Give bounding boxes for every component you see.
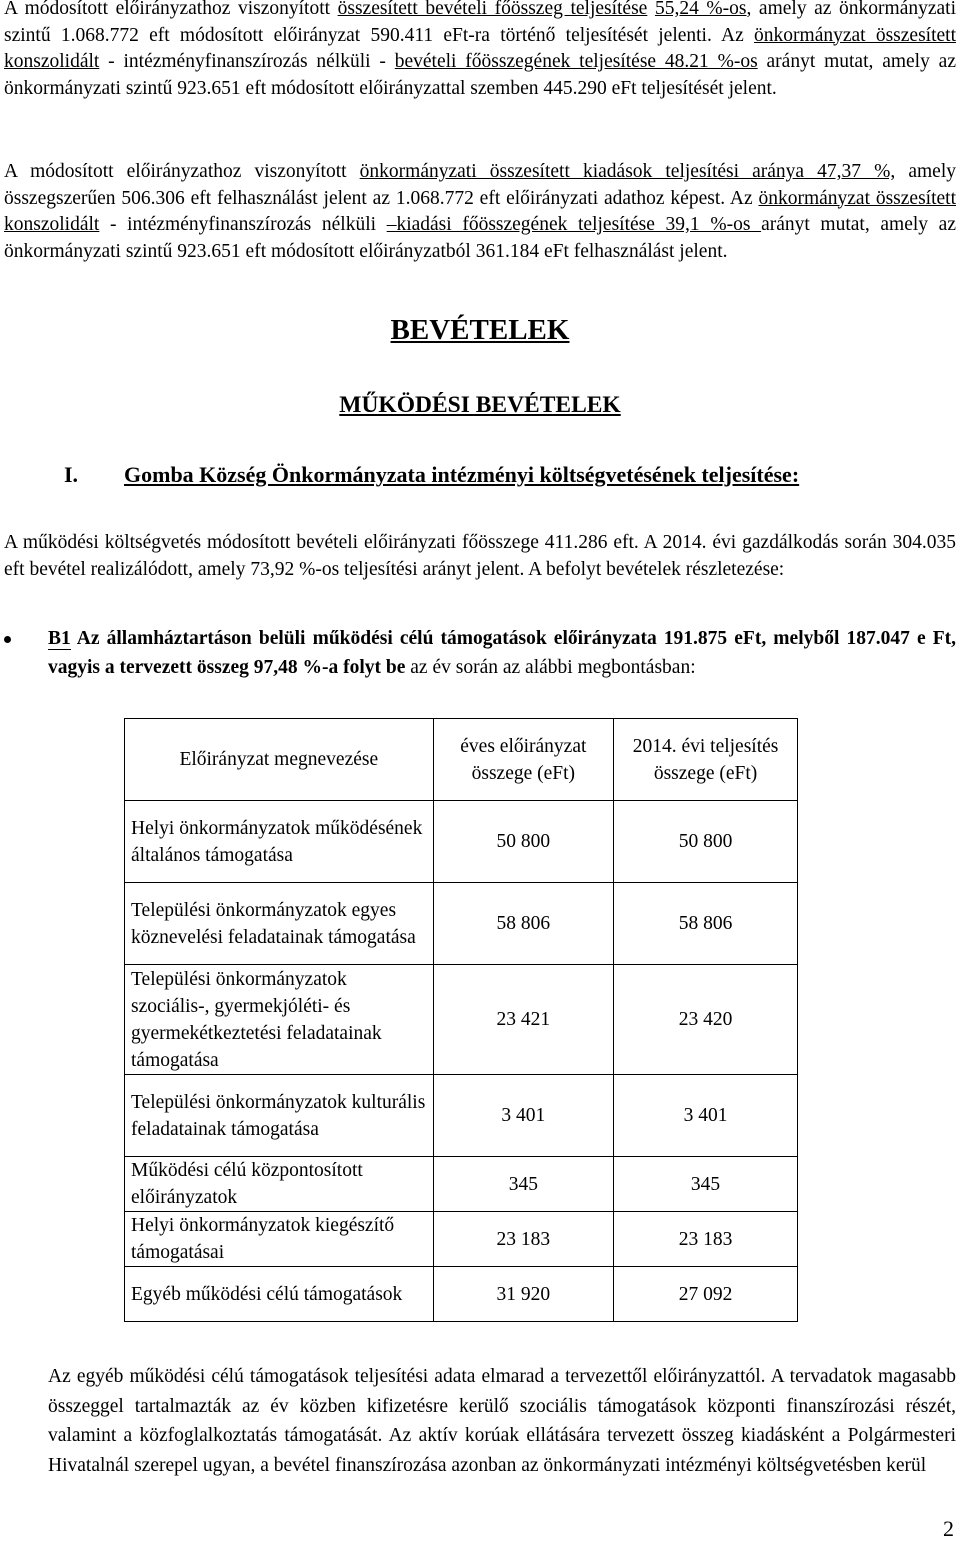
underlined-run: önkormányzat összesített konszolidált bbox=[4, 24, 956, 72]
row-actual: 3 401 bbox=[614, 1075, 798, 1157]
subsidy-table bbox=[124, 718, 798, 1322]
text-run: arányt mutat, amely az önkormányzati szintű 923.651 eft módosított előirányzatból 361.184 eFt felhasználást jelent. bbox=[4, 214, 956, 262]
row-actual: 50 800 bbox=[614, 801, 798, 883]
text-run: amely összegszerűen 506.306 eft felhasználást jelent az 1.068.772 eft előirányzati adathoz képest. Az bbox=[4, 161, 957, 209]
table-row bbox=[125, 1212, 798, 1267]
row-name: Működési célú központosított előirányzatok bbox=[125, 1157, 434, 1212]
text-run: - intézményfinanszírozás nélküli bbox=[99, 214, 387, 235]
bullet-rest-text: az év során az alábbi megbontásban: bbox=[405, 657, 696, 678]
row-name: Települési önkormányzatok kulturális feladatainak támogatása bbox=[125, 1075, 434, 1157]
section-title bbox=[64, 462, 799, 488]
underlined-run: 55,24 %-os bbox=[654, 0, 747, 19]
intro-paragraph-revenue bbox=[4, 0, 956, 102]
text-run: - intézményfinanszírozás nélküli - bbox=[99, 51, 395, 72]
row-name: Helyi önkormányzatok kiegészítő támogatásai bbox=[125, 1212, 434, 1267]
column-header-actual: 2014. évi teljesítés összege (eFt) bbox=[614, 719, 798, 801]
text-run: arányt mutat, amely az önkormányzati szintű 923.651 eft módosított előirányzattal szemben 445.290 eFt teljesítését jelent. bbox=[4, 51, 956, 99]
column-header-name: Előirányzat megnevezése bbox=[125, 719, 434, 801]
underlined-run: önkormányzati összesített kiadások teljesítési aránya 47,37 %, bbox=[359, 161, 896, 182]
row-name: Egyéb működési célú támogatások bbox=[125, 1267, 434, 1322]
table-row bbox=[125, 883, 798, 965]
heading-revenues: BEVÉTELEK bbox=[390, 314, 570, 346]
text-run: , amely az önkormányzati szintű 1.068.772 eft módosított előirányzat 590.411 eFt-ra történő teljesítését jelenti. Az bbox=[4, 0, 956, 46]
row-actual: 58 806 bbox=[614, 883, 798, 965]
row-plan: 58 806 bbox=[433, 883, 614, 965]
table-row bbox=[125, 1267, 798, 1322]
row-plan: 50 800 bbox=[433, 801, 614, 883]
heading-operating-revenues: MŰKÖDÉSI BEVÉTELEK bbox=[339, 392, 621, 418]
underlined-run: összesített bevételi főösszeg teljesítése bbox=[337, 0, 648, 19]
row-actual: 23 183 bbox=[614, 1212, 798, 1267]
intro-paragraph-expenditure bbox=[4, 159, 956, 265]
row-plan: 3 401 bbox=[433, 1075, 614, 1157]
bullet-code: B1 bbox=[48, 628, 71, 649]
section-number: I. bbox=[64, 462, 79, 487]
operating-budget-paragraph: A működési költségvetés módosított bevételi előirányzati főösszege 411.286 eft. A 2014. évi gazdálkodás során 304.035 eft bevétel realizálódott, amely 73,92 %-os teljesítési arányt jelent. A befolyt bevételek részletezése: bbox=[4, 532, 956, 580]
bullet-icon bbox=[4, 636, 11, 643]
row-plan: 345 bbox=[433, 1157, 614, 1212]
row-actual: 23 420 bbox=[614, 965, 798, 1075]
underlined-run: –kiadási főösszegének teljesítése 39,1 %-os bbox=[386, 214, 762, 235]
table-row bbox=[125, 965, 798, 1075]
row-plan: 23 421 bbox=[433, 965, 614, 1075]
row-plan: 31 920 bbox=[433, 1267, 614, 1322]
bullet-bold-text: Az államháztartáson belüli működési célú támogatások előirányzata 191.875 eFt, melyből 187.047 e Ft, vagyis a tervezett összeg 97,48 %-a folyt be bbox=[48, 628, 956, 678]
row-name: Települési önkormányzatok egyes köznevelési feladatainak támogatása bbox=[125, 883, 434, 965]
table-row bbox=[125, 1075, 798, 1157]
text-run: A módosított előirányzathoz viszonyított bbox=[4, 161, 360, 182]
underlined-run: bevételi főösszegének teljesítése 48.21 %-os bbox=[394, 51, 758, 72]
row-actual: 27 092 bbox=[614, 1267, 798, 1322]
row-plan: 23 183 bbox=[433, 1212, 614, 1267]
column-header-plan: éves előirányzat összege (eFt) bbox=[433, 719, 614, 801]
row-name: Helyi önkormányzatok működésének általános támogatása bbox=[125, 801, 434, 883]
table-row bbox=[125, 1157, 798, 1212]
table-header-row bbox=[125, 719, 798, 801]
row-name: Települési önkormányzatok szociális-, gyermekjóléti- és gyermekétkeztetési feladatainak támogatása bbox=[125, 965, 434, 1075]
row-actual: 345 bbox=[614, 1157, 798, 1212]
table-row bbox=[125, 801, 798, 883]
bullet-b1 bbox=[48, 624, 956, 682]
page-number: 2 bbox=[943, 1516, 954, 1541]
underlined-run: önkormányzat összesített konszolidált bbox=[4, 187, 956, 235]
text-run bbox=[647, 0, 655, 19]
text-run: A módosított előirányzathoz viszonyított bbox=[4, 0, 338, 19]
closing-paragraph: Az egyéb működési célú támogatások teljesítési adata elmarad a tervezettől előirányzattól. A tervadatok magasabb összeggel tartalmazták az év közben kifizetésre kerülő szociális támogatások központi finanszírozási részét, valamint a közfoglalkoztatás támogatását. Az aktív korúak ellátására tervezett összeg kiadásként a Polgármesteri Hivatalnál szerepel ugyan, a bevétel finanszírozása azonban az önkormányzati intézményi költségvetésben kerül bbox=[48, 1366, 956, 1476]
section-title-text: Gomba Község Önkormányzata intézményi költségvetésének teljesítése: bbox=[124, 462, 800, 487]
